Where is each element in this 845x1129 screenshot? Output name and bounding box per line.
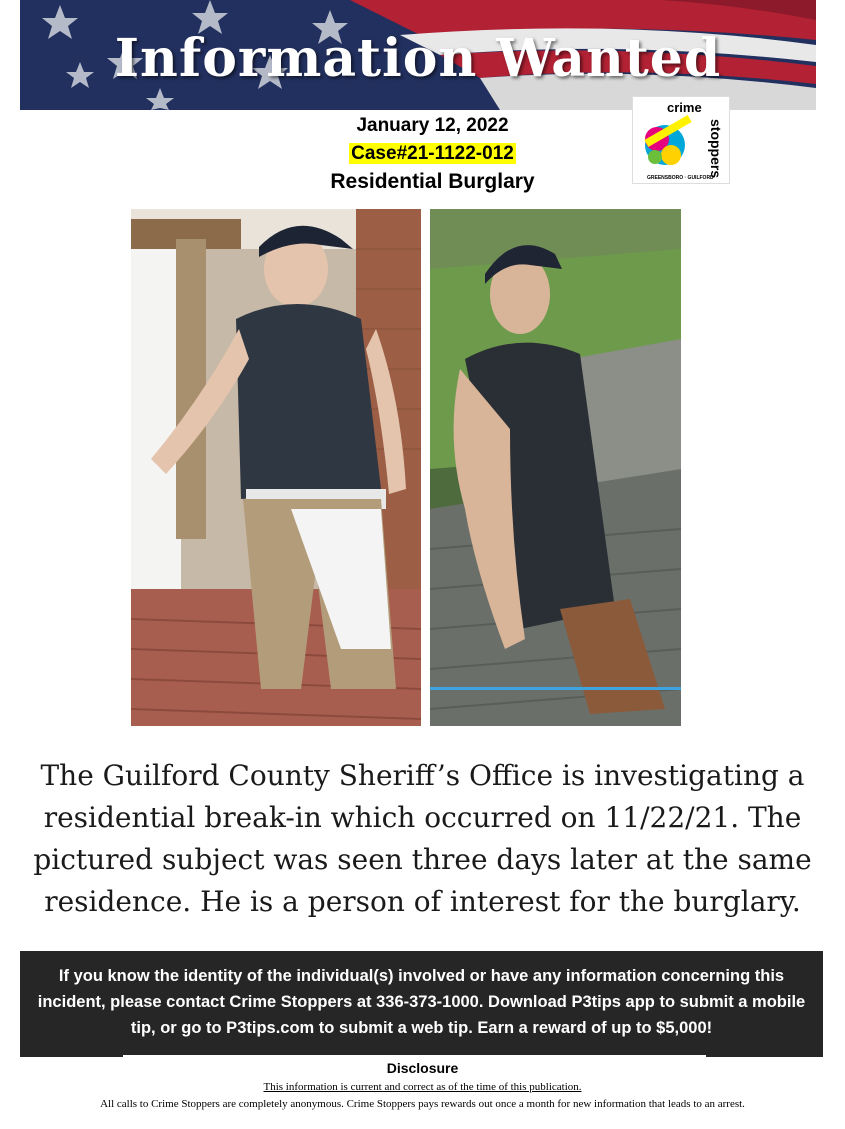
svg-text:stoppers: stoppers	[708, 119, 724, 179]
svg-text:GREENSBORO · GUILFORD: GREENSBORO · GUILFORD	[647, 175, 714, 181]
suspect-image-porch	[131, 209, 421, 726]
case-number-row	[240, 143, 625, 165]
divider-line	[123, 1055, 706, 1057]
suspect-image-yard	[430, 209, 681, 726]
disclosure-currency-note: This information is current and correct as of the time of this publication.	[263, 1081, 582, 1093]
flag-banner	[20, 0, 816, 110]
incident-description: The Guilford County Sheriff’s Office is investigating a residential break-in which occurred on 11/22/21. The pictured subject was seen three days later at the same residence. He is a person of interest for the burglary.	[33, 759, 812, 918]
disclosure-anonymity-note: All calls to Crime Stoppers are completely anonymous. Crime Stoppers pays rewards out once a month for new information that leads to an arrest.	[100, 1098, 745, 1110]
case-number: Case#21-1122-012	[351, 143, 514, 164]
tip-instructions-box	[20, 951, 823, 1057]
svg-text:crime: crime	[667, 100, 702, 115]
tip-instructions-text: If you know the identity of the individual(s) involved or have any information concerning this incident, please contact Crime Stoppers at 336-373-1000. Download P3tips app to submit a mobile tip, or go to P3tips.com to submit a web tip. Earn a reward of up to $5,000!	[37, 967, 806, 1037]
crime-stoppers-logo	[632, 96, 730, 184]
crime-type: Residential Burglary	[330, 170, 535, 193]
suspect-photo-right	[430, 209, 681, 726]
suspect-photo-left	[131, 209, 421, 726]
bulletin-date: January 12, 2022	[356, 115, 509, 136]
disclosure-title: Disclosure	[386, 1060, 459, 1076]
banner-title: Information Wanted	[114, 28, 722, 89]
crime-stoppers-logo-graphic	[633, 97, 729, 183]
